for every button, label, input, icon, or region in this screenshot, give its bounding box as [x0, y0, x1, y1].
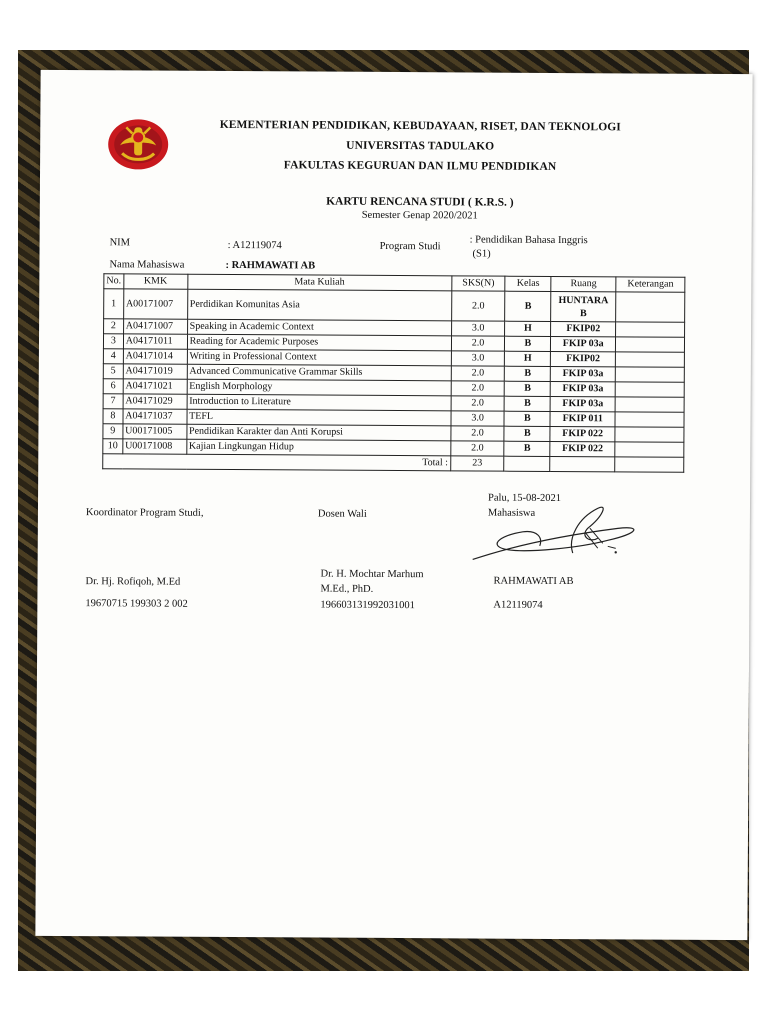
row-kelas: B [505, 381, 551, 396]
row-kelas: B [505, 396, 551, 411]
nim-value: : A12119074 [227, 239, 282, 252]
student-signature-icon [468, 497, 648, 568]
row-mata-kuliah: Introduction to Literature [187, 394, 451, 411]
coordinator-name: Dr. Hj. Rofiqoh, M.Ed [85, 576, 181, 588]
row-no: 5 [103, 364, 123, 379]
row-keterangan [616, 337, 685, 352]
row-keterangan [615, 397, 684, 412]
row-sks: 2.0 [451, 381, 505, 396]
semester-label: Semester Genap 2020/2021 [361, 209, 478, 222]
row-no: 9 [103, 424, 123, 439]
row-no: 1 [104, 289, 124, 319]
table-row [104, 289, 685, 323]
row-keterangan [615, 442, 684, 457]
row-kmk: A04171019 [123, 364, 187, 379]
row-ruang: FKIP 03a [551, 366, 616, 381]
advisor-name-line2: M.Ed., PhD. [320, 583, 374, 595]
row-mata-kuliah: English Morphology [187, 379, 451, 396]
total-label: Total : [103, 454, 451, 471]
coordinator-id: 19670715 199303 2 002 [85, 598, 188, 610]
row-sks: 3.0 [451, 321, 505, 336]
row-kelas: B [504, 426, 550, 441]
row-mata-kuliah: Advanced Communicative Grammar Skills [187, 364, 451, 381]
header-ruang: Ruang [551, 276, 616, 291]
row-ruang: FKIP02 [551, 321, 616, 336]
row-mata-kuliah: TEFL [187, 409, 451, 426]
row-kmk: U00171008 [123, 439, 187, 454]
row-keterangan [615, 412, 684, 427]
row-kmk: U00171005 [123, 424, 187, 439]
row-no: 10 [103, 439, 123, 454]
row-keterangan [615, 367, 684, 382]
row-no: 3 [103, 334, 123, 349]
nim-label: NIM [109, 237, 131, 249]
row-kelas: B [504, 411, 550, 426]
row-ruang: FKIP 03a [550, 381, 615, 396]
row-mata-kuliah: Writing in Professional Context [187, 349, 451, 366]
program-value-line1: : Pendidikan Bahasa Inggris [469, 234, 588, 247]
row-mata-kuliah: Pendidikan Karakter dan Anti Korupsi [186, 424, 450, 441]
row-no: 8 [103, 409, 123, 424]
row-no: 6 [103, 379, 123, 394]
row-keterangan [615, 382, 684, 397]
row-ruang: FKIP 03a [551, 336, 616, 351]
row-kelas: B [505, 366, 551, 381]
row-sks: 3.0 [451, 351, 505, 366]
row-no: 2 [104, 319, 124, 334]
name-label: Nama Mahasiswa [109, 259, 185, 271]
row-kmk: A04171014 [123, 349, 187, 364]
advisor-id: 196603131992031001 [320, 599, 415, 612]
university-heading: UNIVERSITAS TADULAKO [346, 139, 495, 153]
row-mata-kuliah: Reading for Academic Purposes [187, 334, 451, 351]
ministry-heading: KEMENTERIAN PENDIDIKAN, KEBUDAYAAN, RISET, DAN TEKNOLOGI [219, 118, 621, 134]
row-ruang-line1: HUNTARA [558, 294, 609, 306]
program-label: Program Studi [379, 240, 441, 253]
total-row [103, 454, 684, 473]
row-kmk: A04171007 [123, 319, 187, 334]
faculty-heading: FAKULTAS KEGURUAN DAN ILMU PENDIDIKAN [283, 159, 557, 173]
advisor-label: Dosen Wali [317, 508, 367, 520]
row-kmk: A04171021 [123, 379, 187, 394]
row-no: 7 [103, 394, 123, 409]
row-ruang: FKIP 022 [550, 441, 615, 456]
row-ruang: FKIP02 [551, 351, 616, 366]
course-table [102, 273, 685, 473]
row-sks: 2.0 [451, 396, 505, 411]
row-keterangan [616, 292, 685, 322]
row-ruang: FKIP 011 [550, 411, 615, 426]
coordinator-label: Koordinator Program Studi, [85, 507, 204, 519]
row-mata-kuliah: Perdidikan Komunitas Asia [187, 289, 451, 321]
row-ruang-line2: B [580, 307, 587, 319]
student-id: A12119074 [493, 599, 543, 611]
row-ruang: FKIP 022 [550, 426, 615, 441]
student-label: Mahasiswa [487, 507, 536, 519]
student-name: RAHMAWATI AB [493, 575, 574, 588]
row-keterangan [615, 427, 684, 442]
row-mata-kuliah: Speaking in Academic Context [187, 319, 451, 336]
row-kelas: H [505, 321, 551, 336]
row-mata-kuliah: Kajian Lingkungan Hidup [186, 439, 450, 456]
header-no: No. [104, 274, 124, 289]
row-kelas: B [505, 291, 551, 321]
row-ruang: FKIP 03a [550, 396, 615, 411]
row-keterangan [616, 322, 685, 337]
row-sks: 2.0 [451, 291, 505, 321]
krs-document [35, 70, 752, 940]
header-kelas: Kelas [505, 276, 551, 291]
program-value-line2: (S1) [472, 248, 491, 260]
row-kmk: A04171011 [123, 334, 187, 349]
name-value: : RAHMAWATI AB [225, 259, 316, 272]
total-value: 23 [450, 456, 504, 471]
row-no: 4 [103, 349, 123, 364]
header-sks: SKS(N) [451, 276, 505, 291]
row-sks: 2.0 [451, 426, 505, 441]
row-sks: 3.0 [451, 411, 505, 426]
header-mata-kuliah: Mata Kuliah [187, 274, 451, 291]
row-sks: 2.0 [451, 336, 505, 351]
row-ruang [551, 291, 616, 321]
advisor-name-line1: Dr. H. Mochtar Marhum [320, 568, 424, 581]
row-kelas: B [504, 441, 550, 456]
row-kmk: A00171007 [123, 289, 187, 319]
header-keterangan: Keterangan [616, 277, 685, 292]
header-kmk: KMK [124, 274, 188, 289]
document-title: KARTU RENCANA STUDI ( K.R.S. ) [326, 195, 514, 209]
row-kmk: A04171037 [123, 409, 187, 424]
row-kelas: H [505, 351, 551, 366]
place-date: Palu, 15-08-2021 [488, 492, 561, 505]
row-keterangan [616, 352, 685, 367]
row-sks: 2.0 [450, 441, 504, 456]
row-sks: 2.0 [451, 366, 505, 381]
row-kmk: A04171029 [123, 394, 187, 409]
row-kelas: B [505, 336, 551, 351]
